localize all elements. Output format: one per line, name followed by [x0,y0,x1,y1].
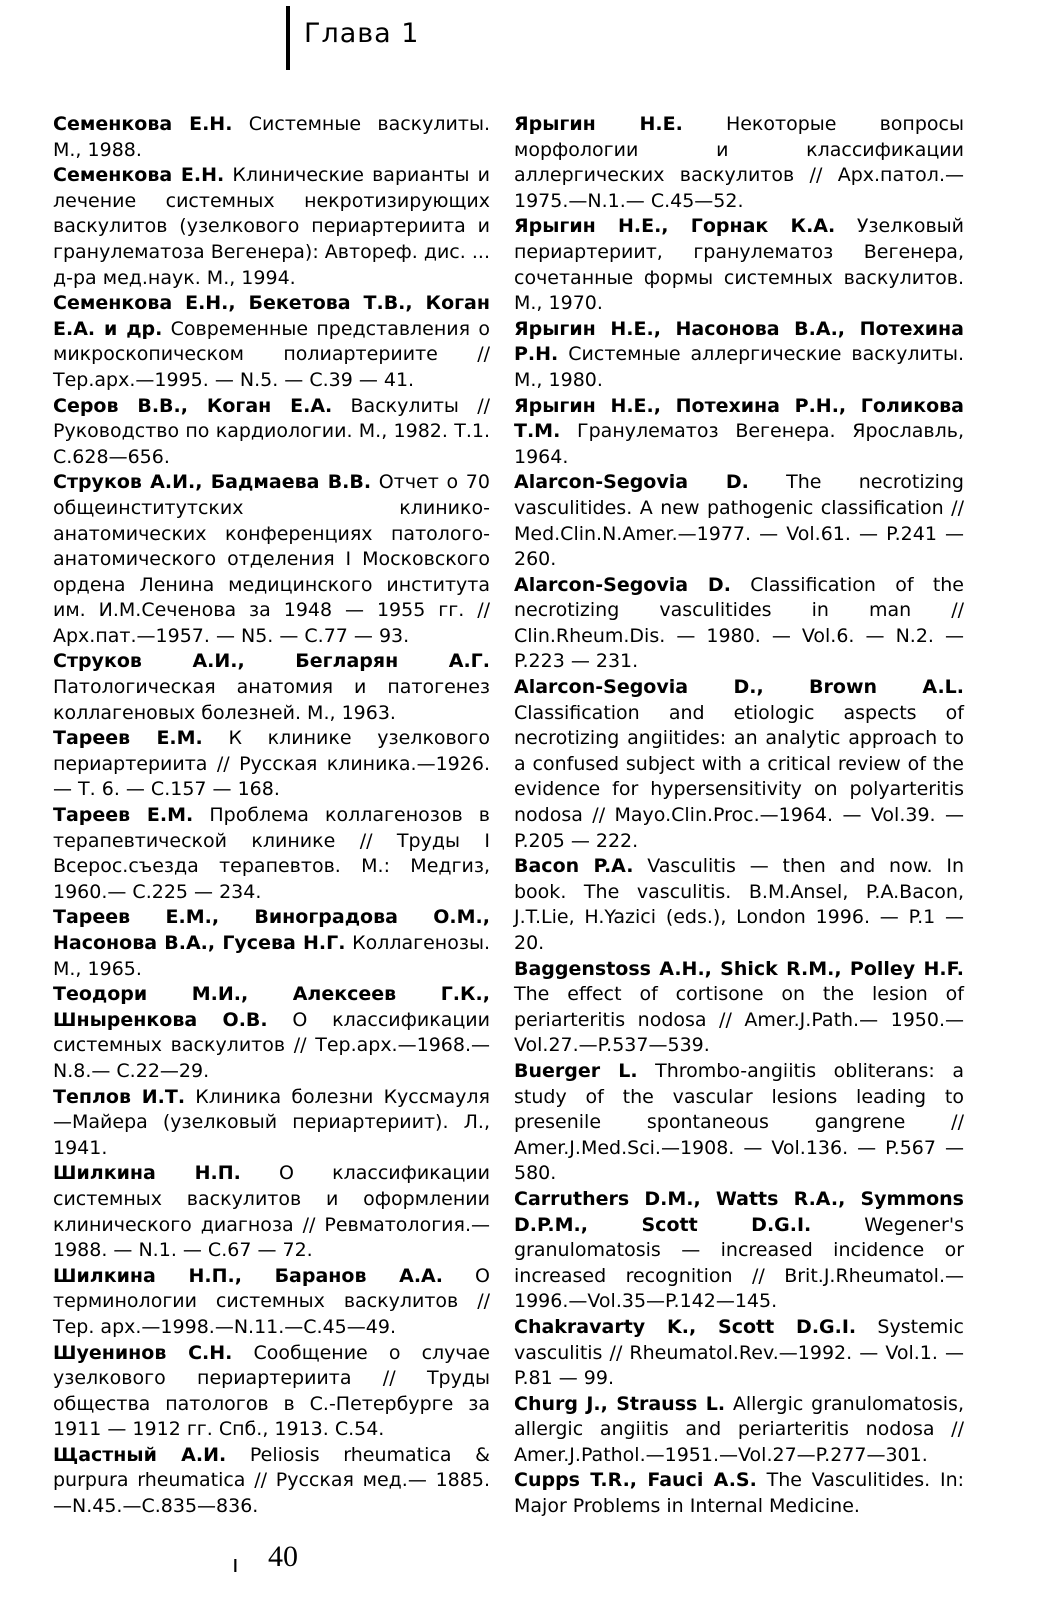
reference-author: Ярыгин Н.Е., Горнак К.А. [514,215,836,238]
reference-author: Тареев Е.М., Виноградова О.М., Насонова В.А., Гусева Н.Г. [53,906,490,954]
reference-entry [514,1392,964,1469]
reference-author: Alarcon-Segovia D. [514,573,731,596]
reference-entry [53,905,490,982]
reference-text: Systemic vasculitis // Rheumatol.Rev.—1992. — Vol.1. — P.81 — 99. [514,1315,964,1390]
reference-entry [53,1085,490,1162]
references-left-column [53,112,490,1520]
reference-entry [53,394,490,471]
reference-entry [53,112,490,163]
reference-text: К клинике узелкового периартериита // Русская клиника.—1926. — Т. 6. — С.157 — 168. [53,727,490,801]
reference-text: О классификации системных васкулитов // Тер.арх.—1968.—N.8.— С.22—29. [53,1008,490,1082]
reference-text: О терминологии системных васкулитов // Тер. арх.—1998.—N.11.—С.45—49. [53,1264,490,1338]
reference-author: Семенкова Е.Н. [53,164,225,187]
footer-mark: ı [232,1550,239,1578]
reference-text: Современные представления о микроскопическом полиартериите // Тер.арх.—1995. — N.5. — С.39 — 41. [53,317,490,391]
reference-author: Семенкова Е.Н. [53,113,233,135]
reference-text: Classification and etiologic aspects of necrotizing angiitides: an analytic approach to a confused subject with a critical review of the evidence for hypersensitivity on polyarteritis nodosa // Mayo.Clin.Proc.—1964. — Vol.39. — P.205 — 222. [514,701,964,852]
reference-text: Клиника болезни Куссмауля—Майера (узелковый периартериит). Л., 1941. [53,1085,490,1159]
reference-entry [514,1468,964,1519]
reference-entry [514,470,964,572]
reference-author: Щастный А.И. [53,1443,227,1466]
reference-text: Коллагенозы. М., 1965. [53,932,490,980]
reference-author: Alarcon-Segovia D., Brown A.L. [514,676,964,699]
reference-author: Ярыгин Н.Е., Потехина Р.Н., Голикова Т.М. [514,394,964,443]
reference-author: Ярыгин Н.Е. [514,113,683,135]
reference-author: Теплов И.Т. [53,1085,186,1108]
reference-text: The necrotizing vasculitides. A new pathogenic classification // Med.Clin.N.Amer.—1977. — Vol.61. — P.241 — 260. [514,471,964,571]
reference-text: Thrombo-angiitis obliterans: a study of the vascular lesions leading to presenile spontaneous gangrene // Amer.J.Med.Sci.—1908. — Vol.136. — P.567 — 580. [514,1059,964,1185]
reference-author: Тареев Е.М. [53,804,194,827]
reference-entry [53,1161,490,1263]
reference-author: Шуенинов С.Н. [53,1341,233,1364]
reference-entry [514,957,964,1059]
reference-author: Cupps T.R., Fauci A.S. [514,1469,757,1492]
reference-text: Узелковый периартериит, гранулематоз Вегенера, сочетанные формы системных васкулитов. М., 1970. [514,215,964,315]
reference-author: Серов В.В., Коган Е.А. [53,394,333,417]
reference-text: О классификации системных васкулитов и оформлении клинического диагноза // Ревматология.— 1988. — N.1. — С.67 — 72. [53,1162,490,1262]
reference-author: Carruthers D.M., Watts R.A., Symmons D.P.M., Scott D.G.I. [514,1187,964,1236]
reference-entry [514,675,964,854]
reference-entry [53,649,490,726]
reference-text: Сообщение о случае узелкового периартериита // Труды общества патологов в С.-Петербурге за 1911 — 1912 гг. Спб., 1913. С.54. [53,1341,490,1441]
reference-text: Wegener's granulomatosis — increased incidence or increased recognition // Brit.J.Rheumatol.— 1996.—Vol.35—P.142—145. [514,1213,964,1313]
reference-author: Chakravarty K., Scott D.G.I. [514,1315,857,1338]
references-right-column [514,112,964,1520]
reference-entry [53,726,490,803]
reference-entry [53,1443,490,1520]
reference-author: Churg J., Strauss L. [514,1392,726,1415]
reference-author: Baggenstoss A.H., Shick R.M., Polley H.F. [514,957,964,980]
reference-entry [53,982,490,1084]
reference-text: The effect of cortisone on the lesion of periarteritis nodosa // Amer.J.Path.— 1950.—Vol.27.—P.537—539. [514,983,964,1057]
reference-entry [53,163,490,291]
reference-entry [514,394,964,471]
reference-text: Патологическая анатомия и патогенез коллагеновых болезней. М., 1963. [53,676,490,724]
reference-author: Шилкина Н.П. [53,1162,241,1185]
reference-author: Тареев Е.М. [53,727,203,750]
reference-text: Некоторые вопросы морфологии и классификации аллергических васкулитов // Арх.патол.—1975.—N.1.— С.45—52. [514,113,964,212]
reference-text: Allergic granulomatosis, allergic angiitis and periarteritis nodosa // Amer.J.Pathol.—1951.—Vol.27—P.277—301. [514,1392,964,1466]
reference-entry [514,112,964,214]
reference-author: Buerger L. [514,1059,638,1082]
reference-text: Vasculitis — then and now. In book. The vasculitis. B.M.Ansel, P.A.Bacon, J.T.Lie, H.Yazici (eds.), London 1996. — P.1 — 20. [514,855,964,954]
reference-text: Клинические варианты и лечение системных некротизирующих васкулитов (узелкового периартериита и гранулематоза Вегенера): Автореф. дис. ... д-ра мед.наук. М., 1994. [53,164,490,289]
reference-author: Alarcon-Segovia D. [514,471,749,494]
reference-entry [53,470,490,649]
reference-author: Ярыгин Н.Е., Насонова В.А., Потехина Р.Н. [514,317,964,366]
reference-entry [514,1315,964,1392]
reference-entry [53,803,490,905]
reference-entry [514,1187,964,1315]
reference-entry [53,291,490,393]
reference-entry [514,214,964,316]
reference-text: Системные васкулиты. М., 1988. [53,113,490,161]
reference-text: Проблема коллагенозов в терапевтической клинике // Труды I Всерос.съезда терапевтов. М.: Медгиз, 1960.— С.225 — 234. [53,804,490,903]
reference-entry [514,1059,964,1187]
header-rule [286,6,290,70]
reference-entry [53,1341,490,1443]
reference-text: Classification of the necrotizing vasculitides in man // Clin.Rheum.Dis. — 1980. — Vol.6. — N.2. — P.223 — 231. [514,573,964,673]
reference-author: Струков А.И., Бадмаева В.В. [53,471,372,494]
reference-author: Струков А.И., Бегларян А.Г. [53,650,490,673]
chapter-title: Глава 1 [304,18,420,49]
reference-text: Peliosis rheumatica & purpura rheumatica // Русская мед.— 1885.—N.45.—С.835—836. [53,1443,490,1518]
reference-entry [514,573,964,675]
reference-author: Bacon P.A. [514,855,634,878]
page-number: 40 [268,1540,298,1573]
reference-author: Семенкова Е.Н., Бекетова Т.В., Коган Е.А. и др. [53,292,490,340]
reference-author: Шилкина Н.П., Баранов А.А. [53,1264,443,1287]
reference-entry [514,854,964,956]
reference-text: Васкулиты // Руководство по кардиологии. М., 1982. Т.1. С.628—656. [53,394,491,468]
reference-text: Отчет о 70 общеинститутских клинико-анатомических конференциях патолого-анатомического отделения I Московского ордена Ленина медицинского института им. И.М.Сеченова за 1948 — 1955 гг. // Арх.пат.—1957. — N5. — С.77 — 93. [53,471,490,647]
reference-entry [514,317,964,394]
reference-entry [53,1264,490,1341]
reference-text: The Vasculitides. In: Major Problems in Internal Medicine. [514,1469,965,1518]
reference-author: Теодори М.И., Алексеев Г.К., Шныренкова О.В. [53,983,490,1031]
reference-text: Гранулематоз Вегенера. Ярославль, 1964. [514,420,964,468]
reference-text: Системные аллергические васкулиты. М., 1980. [514,343,964,391]
